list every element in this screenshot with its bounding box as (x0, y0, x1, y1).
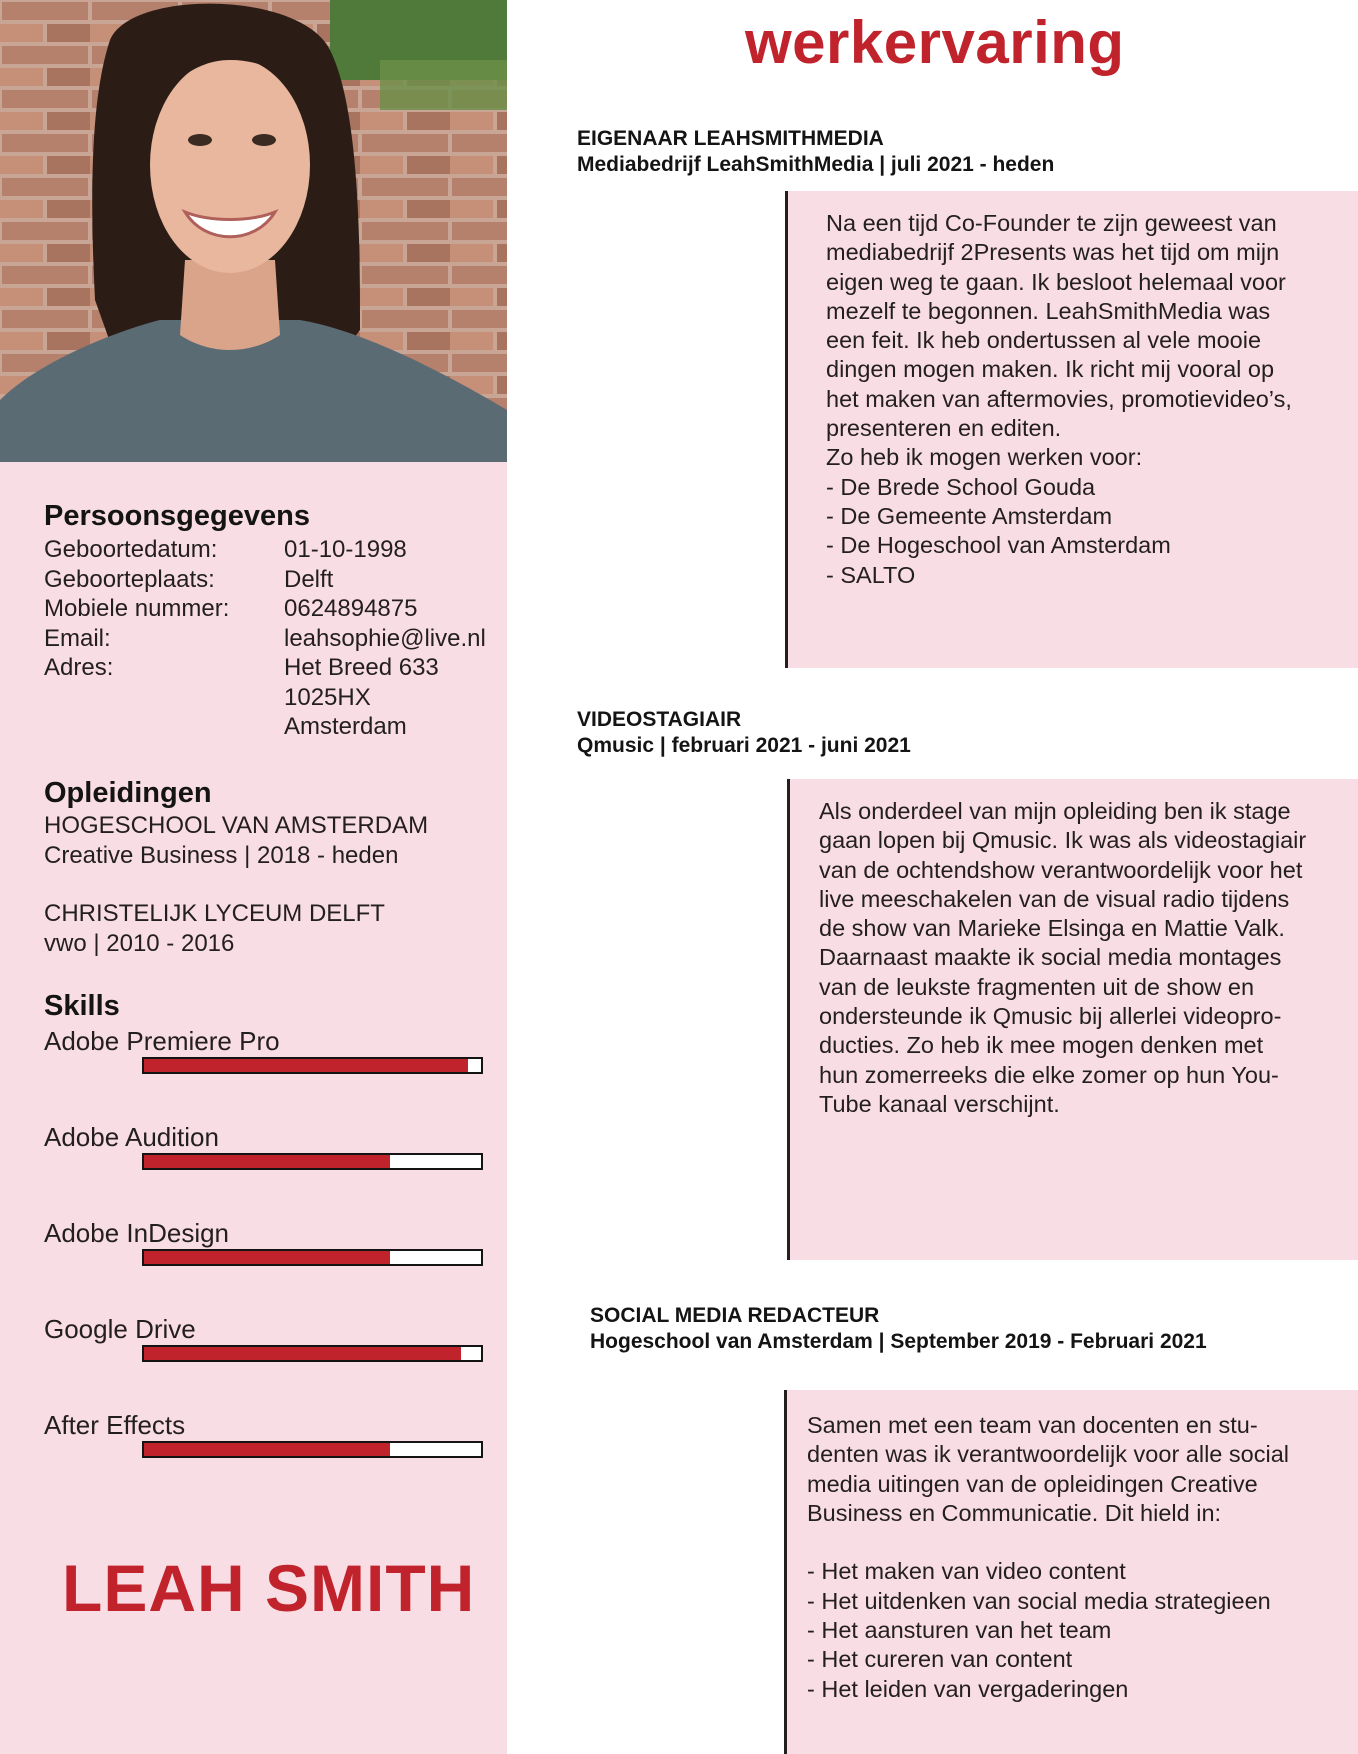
experience-title: werkervaring (745, 9, 1125, 76)
personal-info-row (44, 624, 504, 654)
job-description-line: mezelf te begonnen. LeahSmithMedia was (826, 297, 1271, 324)
job-description (826, 209, 1292, 590)
job-description-line: live meeschakelen van de visual radio tijdens (819, 885, 1290, 912)
profile-photo (0, 0, 507, 462)
personal-info-label (44, 712, 284, 742)
job-description-line: hun zomerreeks die elke zomer op hun You- (819, 1061, 1279, 1088)
job-company-period: Mediabedrijf LeahSmithMedia | juli 2021 - heden (577, 153, 1055, 176)
skill-level-fill (144, 1059, 468, 1072)
skill-level-fill (144, 1443, 390, 1456)
job-description-line: Tube kanaal verschijnt. (819, 1090, 1060, 1117)
education-detail: Creative Business | 2018 - heden (44, 841, 399, 869)
skill-level-bar (142, 1057, 483, 1074)
job-description-line: een feit. Ik heb ondertussen al vele mooie (826, 327, 1262, 354)
job-description-line: ducties. Zo heb ik mee mogen denken met (819, 1032, 1264, 1059)
job-description-line: dingen mogen maken. Ik richt mij vooral op (826, 356, 1275, 383)
personal-info-label: Geboortedatum: (44, 536, 218, 563)
job-description-line: de show van Marieke Elsinga en Mattie Valk. (819, 915, 1285, 942)
skill-level-bar (142, 1345, 483, 1362)
skill-level-fill (144, 1155, 390, 1168)
personal-info-value: leahsophie@live.nl (284, 624, 486, 652)
job-description-line: gaan lopen bij Qmusic. Ik was als videostagiair (819, 827, 1307, 854)
job-role: SOCIAL MEDIA REDACTEUR (590, 1304, 880, 1327)
personal-info-row (44, 565, 504, 595)
personal-info-value: Delft (284, 565, 334, 593)
job-description-line: - Het uitdenken van social media strategieen (807, 1587, 1271, 1614)
job-description-line: media uitingen van de opleidingen Creative (807, 1470, 1258, 1497)
personal-info-row (44, 653, 504, 683)
personal-info-title: Persoonsgegevens (44, 500, 310, 532)
job-description-line: denten was ik verantwoordelijk voor alle social (807, 1441, 1289, 1468)
job-description-line: Na een tijd Co-Founder te zijn geweest van (826, 210, 1277, 236)
job-description-line: eigen weg te gaan. Ik besloot helemaal voor (826, 268, 1286, 295)
candidate-name: LEAH SMITH (62, 1551, 476, 1625)
job-description-line: ondersteunde ik Qmusic bij allerlei videopro- (819, 1003, 1282, 1030)
job-description-line: Als onderdeel van mijn opleiding ben ik stage (819, 798, 1291, 824)
skill-level-bar (142, 1441, 483, 1458)
skill-item (44, 1314, 484, 1410)
education-title: Opleidingen (44, 777, 212, 809)
job-description-line (807, 1528, 1289, 1557)
skill-name: Adobe Premiere Pro (44, 1026, 280, 1056)
personal-info-value: 1025HX (284, 683, 371, 711)
job-description-line: - Het aansturen van het team (807, 1617, 1112, 1644)
personal-info-row (44, 683, 504, 713)
job-header (577, 126, 1054, 178)
job-header (577, 707, 911, 759)
job-description-line: Samen met een team van docenten en stu- (807, 1412, 1258, 1438)
education-school: HOGESCHOOL VAN AMSTERDAM (44, 812, 429, 839)
skills-title: Skills (44, 990, 120, 1022)
job-description-line: Zo heb ik mogen werken voor: (826, 444, 1143, 471)
skill-name: Adobe InDesign (44, 1218, 230, 1248)
personal-info-label: Email: (44, 624, 111, 652)
personal-info-value: Het Breed 633 (284, 654, 439, 681)
skill-item (44, 1410, 484, 1506)
job-description-line: van de leukste fragmenten uit de show en (819, 973, 1255, 1000)
education-item (44, 899, 428, 958)
skill-level-bar (142, 1249, 483, 1266)
job-description-line: - Het maken van video content (807, 1558, 1126, 1585)
job-description-line: - De Brede School Gouda (826, 473, 1096, 500)
job-description-line: - De Gemeente Amsterdam (826, 502, 1113, 529)
job-description-line: - Het cureren van content (807, 1646, 1073, 1673)
personal-info-value: 0624894875 (284, 595, 418, 622)
job-role: EIGENAAR LEAHSMITHMEDIA (577, 127, 884, 150)
personal-info-list (44, 535, 504, 742)
job-description-line: - De Hogeschool van Amsterdam (826, 532, 1171, 559)
job-header (590, 1303, 1207, 1355)
job-description-line: Business en Communicatie. Dit hield in: (807, 1499, 1222, 1526)
education-detail: vwo | 2010 - 2016 (44, 929, 235, 957)
skill-name: Adobe Audition (44, 1122, 219, 1152)
skill-item (44, 1218, 484, 1314)
job-company-period: Qmusic | februari 2021 - juni 2021 (577, 734, 911, 757)
job-description (819, 797, 1306, 1119)
skill-level-fill (144, 1347, 461, 1360)
skill-name: Google Drive (44, 1314, 196, 1344)
personal-info-label: Adres: (44, 654, 114, 681)
job-description-line: mediabedrijf 2Presents was het tijd om mijn (826, 239, 1280, 266)
job-description-line: - SALTO (826, 561, 916, 588)
education-list (44, 811, 428, 987)
job-role: VIDEOSTAGIAIR (577, 708, 742, 731)
skill-name: After Effects (44, 1410, 186, 1440)
personal-info-row (44, 535, 504, 565)
personal-info-value: Amsterdam (284, 713, 407, 740)
skills-list (44, 1026, 484, 1506)
skill-item (44, 1026, 484, 1122)
personal-info-row (44, 712, 504, 742)
job-description-line: het maken van aftermovies, promotievideo’s, (826, 385, 1292, 412)
job-company-period: Hogeschool van Amsterdam | September 2019 - Februari 2021 (590, 1330, 1207, 1353)
skill-level-bar (142, 1153, 483, 1170)
personal-info-label: Mobiele nummer: (44, 595, 230, 622)
education-school: CHRISTELIJK LYCEUM DELFT (44, 900, 385, 927)
personal-info-label: Geboorteplaats: (44, 565, 215, 593)
personal-info-row (44, 594, 504, 624)
personal-info-label (44, 683, 284, 713)
skill-level-fill (144, 1251, 390, 1264)
skill-item (44, 1122, 484, 1218)
education-item (44, 811, 428, 870)
job-description-line: van de ochtendshow verantwoordelijk voor het (819, 856, 1303, 883)
job-description-line: Daarnaast maakte ik social media montages (819, 944, 1282, 971)
job-description-line: presenteren en editen. (826, 415, 1062, 442)
job-description-line: - Het leiden van vergaderingen (807, 1675, 1129, 1702)
personal-info-value: 01-10-1998 (284, 536, 407, 563)
job-description (807, 1411, 1289, 1704)
